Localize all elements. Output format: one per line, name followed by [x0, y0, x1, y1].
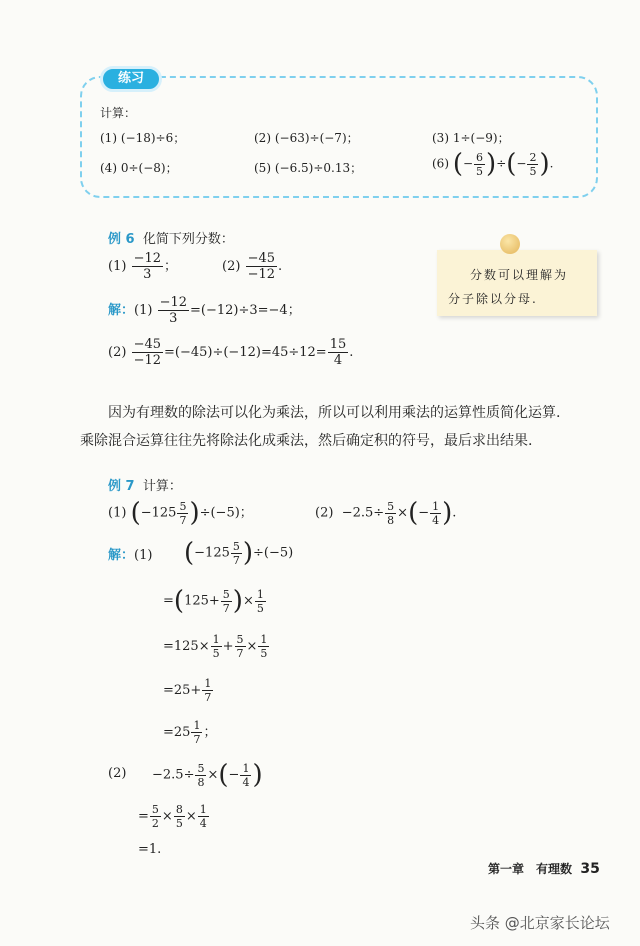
example7-question-1: (1) (−125 $\frac{5}{7}$ )÷(−5)； — [108, 498, 253, 528]
practice-item-3: (3) 1÷(−9)； — [432, 131, 510, 145]
example6-question-2: (2) $\frac{-45}{-12}$ . — [222, 251, 283, 282]
example7-s1-line-4: =25+ $\frac{1}{7}$ — [163, 677, 212, 704]
example6-heading: 例 6 化简下列分数： — [108, 232, 234, 247]
practice-intro: 计算： — [100, 106, 137, 120]
example7-question-2: (2) −2.5÷ $\frac{5}{8}$ ×(− $\frac{1}{4}$ ). — [315, 498, 457, 528]
example6-solution-1: 解：(1) $\frac{-12}{3}$ =(−12)÷3=−4； — [108, 295, 301, 326]
practice-item-2: (2) (−63)÷(−7)； — [254, 131, 359, 145]
example6-solution-2: (2) $\frac{-45}{-12}$ =(−45)÷(−12)=45÷12= $\frac{15}{4}$ . — [108, 337, 354, 368]
example7-s2-line-2: = $\frac{5}{2}$ × $\frac{8}{5}$ × $\frac{1}{4}$ — [138, 803, 207, 830]
example7-s2-label: (2) — [108, 766, 127, 781]
example7-s1-line-2: =(125+ $\frac{5}{7}$ )× $\frac{1}{5}$ — [163, 586, 264, 616]
watermark: 头条 @北京家长论坛 — [470, 914, 610, 932]
page-footer — [488, 860, 600, 877]
paragraph-line-1: 因为有理数的除法可以化为乘法，所以可以利用乘法的运算性质简化运算. — [108, 405, 561, 421]
practice-item-4: (4) 0÷(−8)； — [100, 161, 178, 175]
example7-solution-label: 解：(1) — [108, 548, 153, 563]
example6-question-1: (1) $\frac{-12}{3}$ ； — [108, 251, 178, 282]
page-number: 35 — [580, 861, 600, 877]
practice-item-6: (6) (− $\frac{6}{5}$ )÷(− $\frac{2}{5}$ ). — [432, 149, 554, 179]
pin-icon — [500, 234, 520, 254]
example7-heading: 例 7 计算： — [108, 479, 182, 494]
example7-s2-line-3: =1. — [138, 842, 162, 857]
note-line-2: 分子除以分母. — [448, 292, 538, 306]
practice-item-1: (1) (−18)÷6； — [100, 131, 186, 145]
example7-s1-line-3: =125× $\frac{1}{5}$ + $\frac{5}{7}$ × $\frac{1}{5}$ — [163, 633, 268, 660]
example7-s1-line-1: (−125 $\frac{5}{7}$ )÷(−5) — [184, 538, 294, 568]
example7-s2-line-1: −2.5÷ $\frac{5}{8}$ ×(− $\frac{1}{4}$ ) — [152, 760, 263, 790]
practice-item-5: (5) (−6.5)÷0.13； — [254, 161, 363, 175]
example7-s1-line-5: =25 $\frac{1}{7}$ ； — [163, 719, 217, 746]
chapter-label: 第一章 有理数 — [488, 862, 573, 876]
paragraph-line-2: 乘除混合运算往往先将除法化成乘法，然后确定积的符号，最后求出结果. — [80, 433, 533, 449]
note-line-1: 分数可以理解为 — [470, 268, 569, 282]
practice-tab: 练习 — [100, 66, 162, 92]
